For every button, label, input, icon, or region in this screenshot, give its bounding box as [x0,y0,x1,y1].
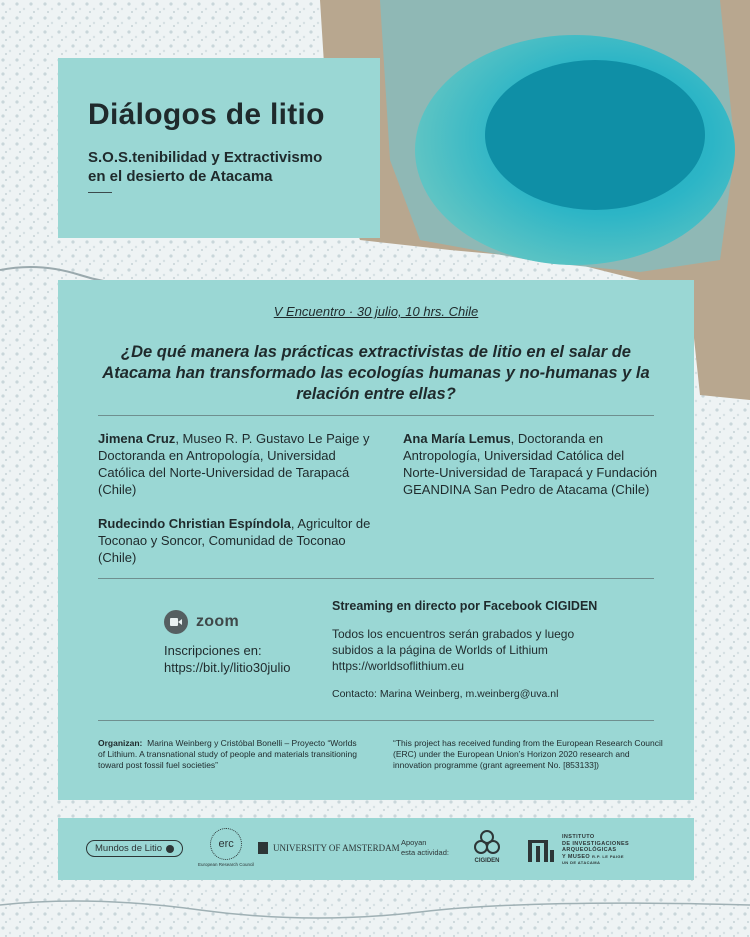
poster-subtitle [88,148,368,186]
divider [98,578,654,579]
speaker-jimena-cruz [98,430,373,498]
funding-note: “This project has received funding from the European Research Council (ERC) under the European Union’s Horizon 2020 research and innovation programme (grant agreement No. [853133]) [393,738,663,770]
poster-title: Diálogos de litio [88,98,325,131]
website-link[interactable]: https://worldsoflithium.eu [332,659,465,673]
contact-info: Contacto: Marina Weinberg, m.weinberg@uva.nl [332,688,559,700]
registration-link[interactable]: https://bit.ly/litio30julio [164,660,291,675]
organizers-label: Organizan: [98,738,143,748]
registration-label: Inscripciones en: [164,643,262,658]
globe-icon [166,845,174,853]
mundos-de-litio-logo: Mundos de Litio [86,840,183,857]
university-of-amsterdam-logo: UNIVERSITY OF AMSTERDAM [258,842,400,854]
sponsor-logos-panel [58,818,694,880]
speaker-affiliation: , Doctoranda en Antropología, Universidad Católica del Norte-Universidad de Tarapacá y Fundación GEANDINA San Pedro de Atacama (Chile) [403,431,658,497]
erc-logo: erc European Research Council [198,828,254,867]
title-panel [58,58,380,238]
event-date: V Encuentro · 30 julio, 10 hrs. Chile [273,304,479,319]
zoom-logo [164,610,239,634]
registration-info [164,642,290,676]
speaker-name: Rudecindo Christian Espíndola [98,516,291,531]
speaker-ana-maria-lemus [403,430,658,498]
video-camera-icon [164,610,188,634]
divider [98,415,654,416]
organizers-note [98,738,358,771]
main-panel [58,280,694,800]
cigiden-logo: CIGIDEN [473,828,501,864]
subtitle-line-1: S.O.S.tenibilidad y Extractivismo [88,149,323,166]
speaker-name: Jimena Cruz [98,431,176,446]
instituto-arqueologico-logo: INSTITUTO DE INVESTIGACIONES ARQUEOLÓGICAS Y MUSEO R.P. LE PAIGE UN DE ATACAMA [526,834,629,867]
subtitle-line-2: en el desierto de Atacama [88,168,273,185]
streaming-line-2: subidos a la página de Worlds of Lithium [332,643,548,657]
support-label: Apoyan esta actividad: [401,838,449,857]
streaming-title: Streaming en directo por Facebook CIGIDEN [332,599,598,613]
uva-crest-icon [258,842,268,854]
streaming-info [332,598,597,702]
speaker-rudecindo-espindola [98,515,373,566]
streaming-line-1: Todos los encuentros serán grabados y luego [332,627,575,641]
speaker-name: Ana María Lemus [403,431,511,446]
erc-emblem-icon: erc [210,828,242,860]
title-divider [88,192,112,193]
organizers-text: Marina Weinberg y Cristóbal Bonelli – Proyecto “Worlds of Lithium. A transnational study of people and materials transitioning toward post fossil fuel societies” [98,738,357,770]
discussion-question: ¿De qué manera las prácticas extractivistas de litio en el salar de Atacama han transformado las ecologías humanas y no-humanas y la relación entre ellas? [102,343,650,403]
speaker-affiliation: , Agricultor de Toconao y Soncor, Comunidad de Toconao (Chile) [98,516,371,565]
museum-glyph-icon [526,836,556,864]
divider [98,720,654,721]
cigiden-knot-icon [473,828,501,858]
speaker-affiliation: , Museo R. P. Gustavo Le Paige y Doctoranda en Antropología, Universidad Católica del Norte-Universidad de Tarapacá (Chile) [98,431,370,497]
zoom-label: zoom [196,613,239,630]
